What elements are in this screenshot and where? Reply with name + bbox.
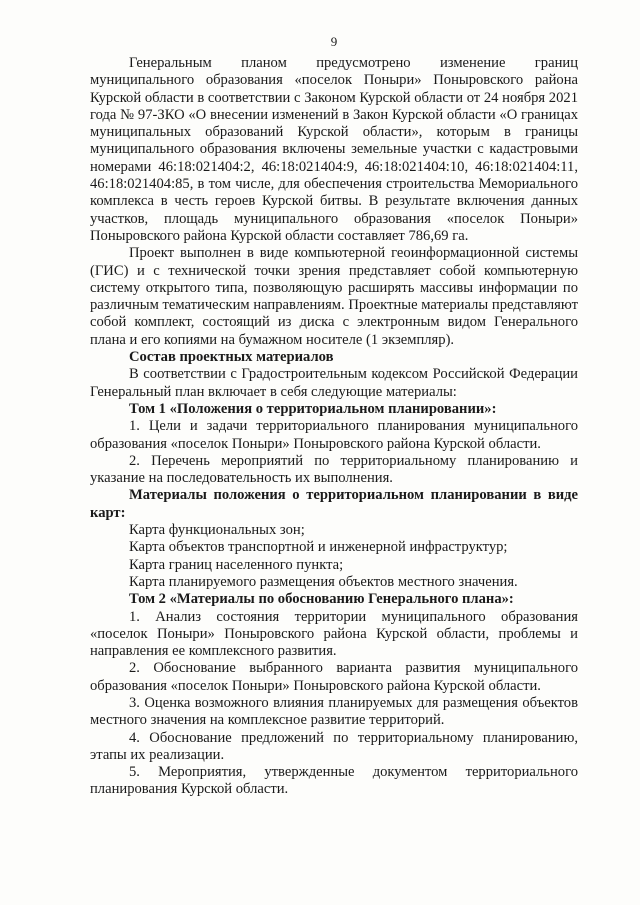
heading-volume-2: Том 2 «Материалы по обоснованию Генерального плана»: [129, 591, 514, 608]
map-list-item: Карта планируемого размещения объектов местного значения. [129, 573, 518, 590]
map-list-item: Карта объектов транспортной и инженерной инфраструктур; [129, 539, 508, 556]
map-list-item: Карта границ населенного пункта; [129, 556, 344, 573]
list-item: 4. Обоснование предложений по территориальному планированию, этапы их реализации. [90, 729, 578, 763]
heading-volume-1: Том 1 «Положения о территориальном планировании»: [129, 400, 497, 417]
heading-maps: Материалы положения о территориальном планировании в виде карт: [90, 487, 578, 521]
list-item: 5. Мероприятия, утвержденные документом территориального планирования Курской области. [90, 764, 578, 798]
paragraph-gis-project: Проект выполнен в виде компьютерной геоинформационной системы (ГИС) и с технической точки зрения представляет собой компьютерную систему открытого типа, позволяющую расширять массивы информации по различным тематическим направлениям. Проектные материалы представляют собой комплект, состоящий из диска с электронным видом Генерального плана и его копиями на бумажном носителе (1 экземпляр). [90, 245, 578, 348]
list-item: 2. Обоснование выбранного варианта развития муниципального образования «поселок Поныри» Поныровского района Курской области. [90, 660, 578, 694]
list-item: 1. Анализ состояния территории муниципального образования «поселок Поныри» Поныровского района Курской области, проблемы и направления ее комплексного развития. [90, 608, 578, 660]
page-number: 9 [330, 34, 338, 49]
list-item: 1. Цели и задачи территориального планирования муниципального образования «поселок Поныри» Поныровского района Курской области. [90, 418, 578, 452]
paragraph-boundary-change: Генеральным планом предусмотрено изменение границ муниципального образования «поселок Поныри» Поныровского района Курской области в соответствии с Законом Курской области от 24 ноября 2021 года № 97-ЗКО «О внесении изменений в Закон Курской области «О границах муниципальных образований Курской области», которым в границы муниципального образования включены земельные участки с кадастровыми номерами 46:18:021404:2, 46:18:021404:9, 46:18:021404:10, 46:18:021404:11, 46:18:021404:85, в том числе, для обеспечения строительства Мемориального комплекса в честь героев Курской битвы. В результате включения данных участков, площадь муниципального образования «поселок Поныри» Поныровского района Курской области составляет 786,69 га. [90, 55, 578, 244]
list-item: 3. Оценка возможного влияния планируемых для размещения объектов местного значения на комплексное развитие территорий. [90, 694, 578, 729]
map-list-item: Карта функциональных зон; [129, 522, 305, 539]
paragraph-code-reference: В соответствии с Градостроительным кодексом Российской Федерации Генеральный план включает в себя следующие материалы: [90, 366, 578, 400]
list-item: 2. Перечень мероприятий по территориальному планированию и указание на последовательность их выполнения. [90, 452, 578, 487]
heading-materials-composition: Состав проектных материалов [129, 349, 334, 366]
